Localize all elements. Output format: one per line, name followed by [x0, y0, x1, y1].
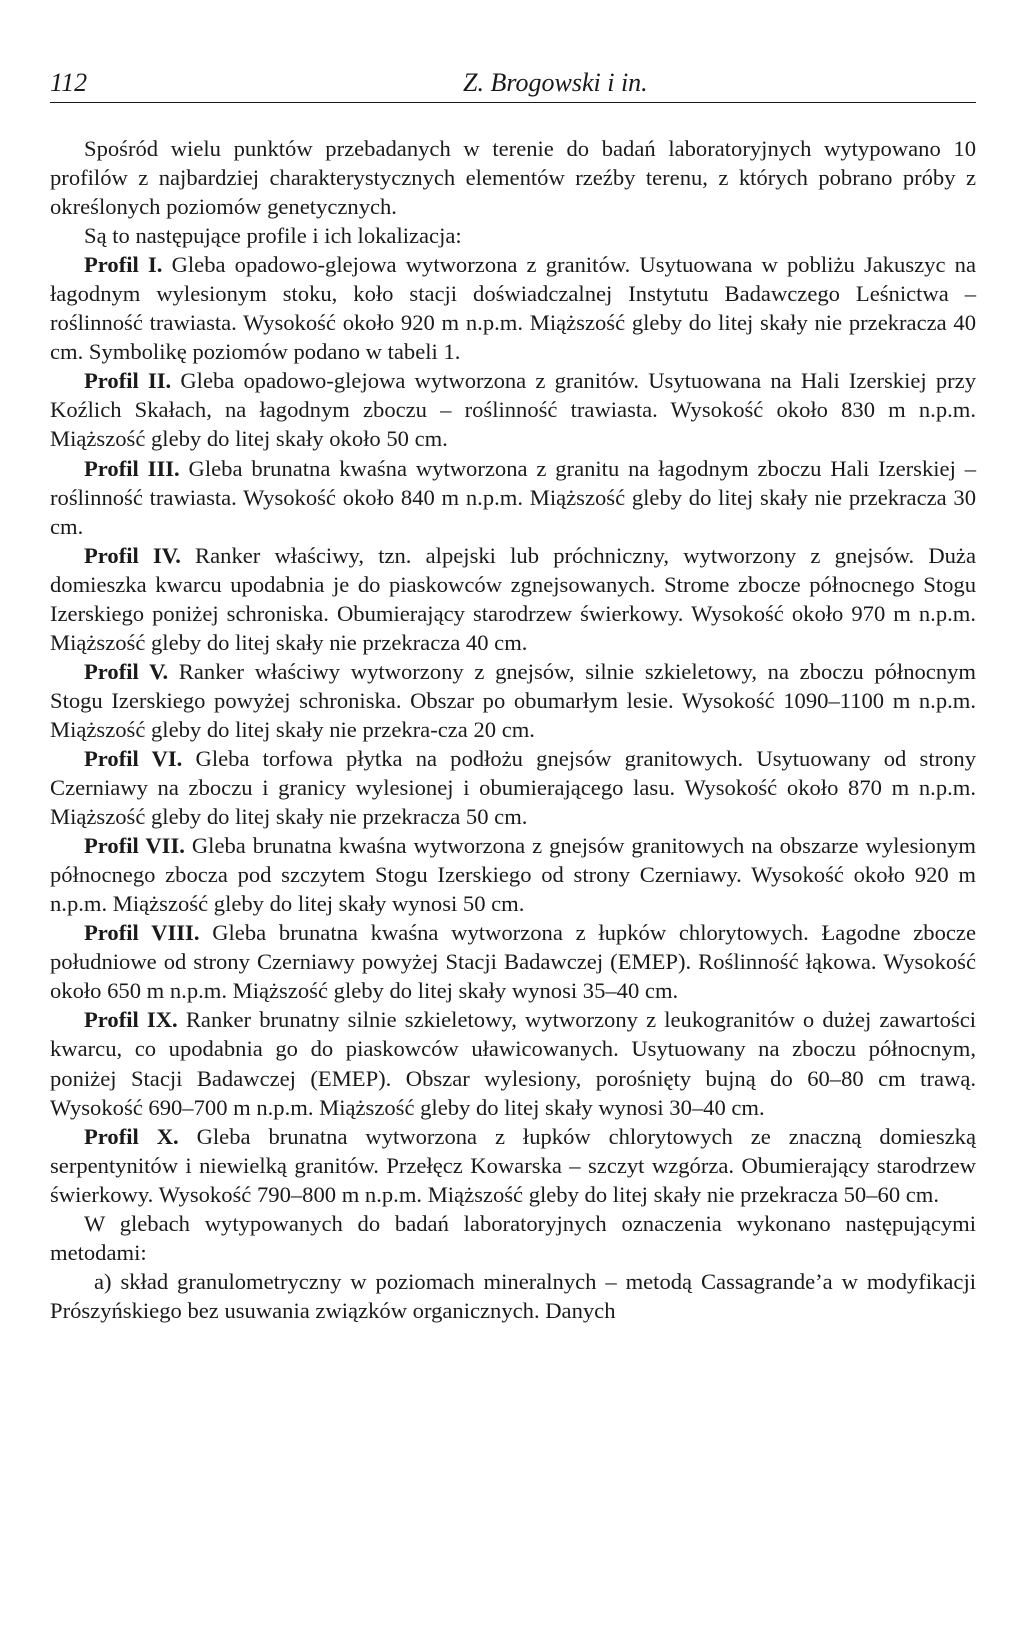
- profile-description: Ranker właściwy wytworzony z gnejsów, silnie szkieletowy, na zboczu północnym Stogu Izerskiego powyżej schroniska. Obszar po obumarłym lesie. Wysokość 1090–1100 m n.p.m. Miąższość gleby do litej skały nie przekra-cza 20 cm.: [50, 658, 976, 742]
- profile-label: Profil X.: [84, 1123, 179, 1149]
- method-item-a: a) skład granulometryczny w poziomach mineralnych – metodą Cassagrande’a w modyfikacji Prószyńskiego bez usuwania związków organicznych. Danych: [50, 1268, 976, 1323]
- profile-description: Gleba brunatna wytworzona z łupków chlorytowych ze znaczną domieszką serpentynitów i niewielką granitów. Przełęcz Kowarska – szczyt wzgórza. Obumierający starodrzew świerkowy. Wysokość 790–800 m n.p.m. Miąższość gleby do litej skały nie przekracza 50–60 cm.: [50, 1123, 976, 1207]
- profile-7: [50, 831, 976, 918]
- profile-label: Profil IX.: [84, 1007, 178, 1033]
- profile-description: Ranker brunatny silnie szkieletowy, wytworzony z leukogranitów o dużej zawartości kwarcu, co upodabnia go do piaskowców uławicowanych. Usytuowany na zboczu północnym, poniżej Stacji Badawczej (EMEP). Obszar wylesiony, porośnięty bujną do 60–80 cm trawą. Wysokość 690–700 m n.p.m. Miąższość gleby do litej skały wynosi 30–40 cm.: [50, 1007, 976, 1120]
- profile-description: Gleba opadowo-glejowa wytworzona z granitów. Usytuowana w pobliżu Jakuszyc na łagodnym wylesionym stoku, koło stacji doświadczalnej Instytutu Badawczego Leśnictwa – roślinność trawiasta. Wysokość około 920 m n.p.m. Miąższość gleby do litej skały nie przekracza 40 cm. Symbolikę poziomów podano w tabeli 1.: [50, 252, 976, 365]
- profile-description: Gleba brunatna kwaśna wytworzona z gnejsów granitowych na obszarze wylesionym północnego zbocza pod szczytem Stogu Izerskiego od strony Czerniawy. Wysokość około 920 m n.p.m. Miąższość gleby do litej skały wynosi 50 cm.: [50, 833, 977, 917]
- profile-label: Profil V.: [84, 658, 169, 684]
- profile-6: [50, 744, 976, 831]
- profile-description: Gleba brunatna kwaśna wytworzona z granitu na łagodnym zboczu Hali Izerskiej – roślinność trawiasta. Wysokość około 840 m n.p.m. Miąższość gleby do litej skały nie przekracza 30 cm.: [50, 455, 976, 539]
- profile-2: [50, 366, 976, 453]
- profile-label: Profil III.: [84, 455, 180, 481]
- profile-1: [50, 250, 976, 366]
- profile-description: Gleba torfowa płytka na podłożu gnejsów granitowych. Usytuowany od strony Czerniawy na zboczu i granicy wylesionej i obumierającego lasu. Wysokość około 870 m n.p.m. Miąższość gleby do litej skały nie przekracza 50 cm.: [50, 745, 977, 830]
- profile-8: [50, 918, 976, 1005]
- profile-label: Profil VI.: [84, 745, 183, 771]
- running-header: [50, 66, 976, 103]
- profile-description: Gleba brunatna kwaśna wytworzona z łupków chlorytowych. Łagodne zbocze południowe od strony Czerniawy powyżej Stacji Badawczej (EMEP). Roślinność łąkowa. Wysokość około 650 m n.p.m. Miąższość gleby do litej skały wynosi 35–40 cm.: [50, 920, 976, 1004]
- profile-3: [50, 454, 976, 541]
- profile-label: Profil VII.: [84, 833, 185, 859]
- profile-9: [50, 1005, 976, 1121]
- paragraph-intro: Spośród wielu punktów przebadanych w terenie do badań laboratoryjnych wytypowano 10 profilów z najbardziej charakterystycznych elementów rzeźby terenu, z których pobrano próby z określonych poziomów genetycznych.: [50, 136, 976, 220]
- profile-description: Ranker właściwy, tzn. alpejski lub próchniczny, wytworzony z gnejsów. Duża domieszka kwarcu upodabnia je do piaskowców zgnejsowanych. Strome zbocze północnego Stogu Izerskiego poniżej schroniska. Obumierający starodrzew świerkowy. Wysokość około 970 m n.p.m. Miąższość gleby do litej skały nie przekracza 40 cm.: [50, 542, 976, 655]
- profile-label: Profil VIII.: [84, 920, 200, 946]
- page-number: 112: [50, 68, 88, 97]
- paragraph-methods: W glebach wytypowanych do badań laboratoryjnych oznaczenia wykonano następującymi metodami:: [50, 1210, 976, 1265]
- profile-4: [50, 541, 976, 657]
- running-title-authors: Z. Brogowski i in.: [463, 68, 648, 97]
- paragraph-profiles-lead: Są to następujące profile i ich lokalizacja:: [84, 223, 462, 249]
- profile-label: Profil I.: [84, 252, 163, 278]
- profile-description: Gleba opadowo-glejowa wytworzona z granitów. Usytuowana na Hali Izerskiej przy Koźlich Skałach, na łagodnym zboczu – roślinność trawiasta. Wysokość około 830 m n.p.m. Miąższość gleby do litej skały około 50 cm.: [50, 368, 976, 452]
- body-text: [50, 134, 976, 1325]
- profile-5: [50, 657, 976, 744]
- profile-label: Profil II.: [84, 368, 172, 394]
- profile-label: Profil IV.: [84, 542, 181, 568]
- profile-10: [50, 1122, 976, 1209]
